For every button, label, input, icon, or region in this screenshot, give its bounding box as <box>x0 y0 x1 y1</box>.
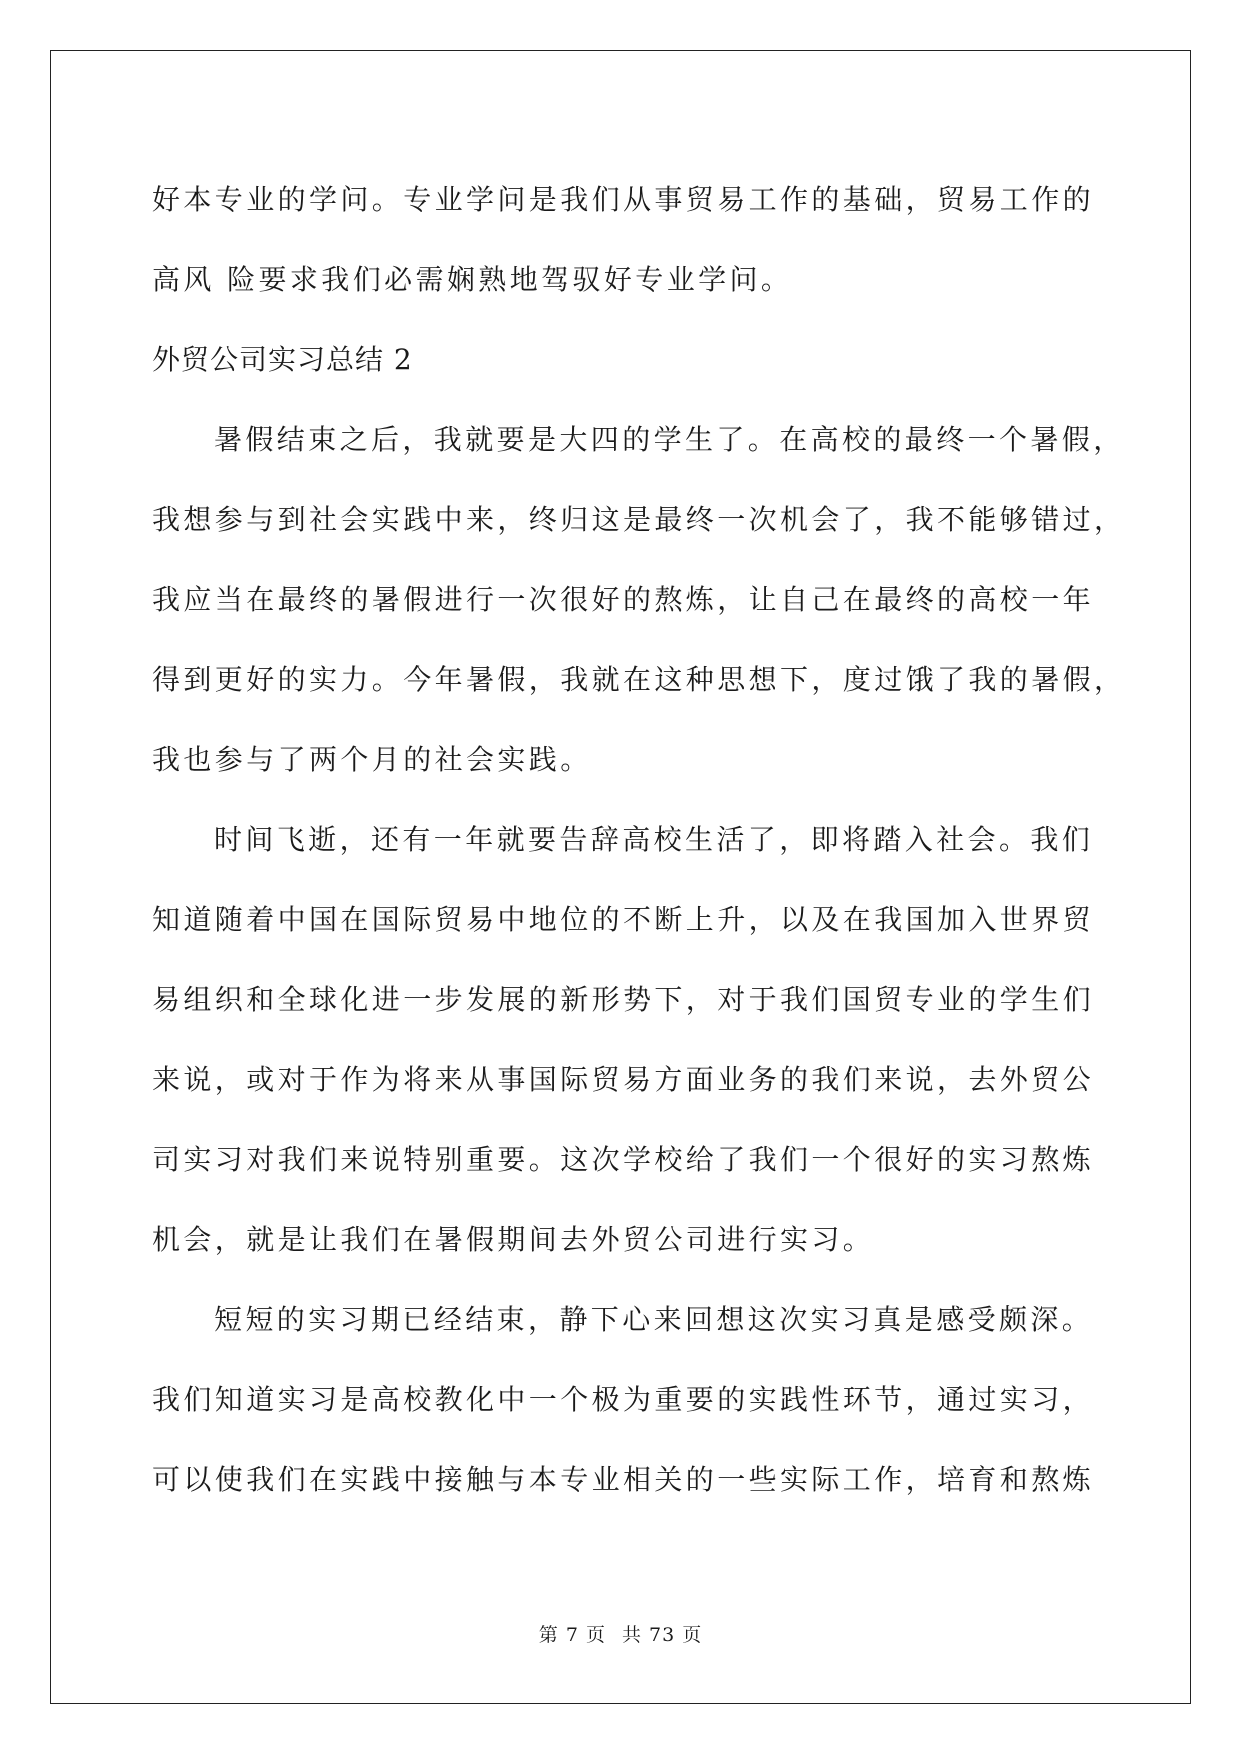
text-line: 暑假结束之后，我就要是大四的学生了。在高校的最终一个暑假， <box>214 423 1125 456</box>
text-line: 时间飞逝，还有一年就要告辞高校生活了，即将踏入社会。我们 <box>214 823 1094 856</box>
section-heading: 外贸公司实习总结 2 <box>152 343 413 376</box>
text-line: 我应当在最终的暑假进行一次很好的熬炼，让自己在最终的高校一年 <box>152 583 1095 616</box>
page-footer <box>0 1623 1241 1647</box>
text-line: 得到更好的实力。今年暑假，我就在这种思想下，度过饿了我的暑假， <box>152 663 1126 696</box>
text-line: 司实习对我们来说特别重要。这次学校给了我们一个很好的实习熬炼 <box>152 1143 1095 1176</box>
text-line: 来说，或对于作为将来从事国际贸易方面业务的我们来说，去外贸公 <box>152 1063 1095 1096</box>
text-line: 好本专业的学问。专业学问是我们从事贸易工作的基础，贸易工作的 <box>152 183 1095 216</box>
page-number: 第 7 页 <box>538 1624 606 1646</box>
text-line: 短短的实习期已经结束，静下心来回想这次实习真是感受颇深。 <box>214 1303 1094 1336</box>
text-line: 知道随着中国在国际贸易中地位的不断上升，以及在我国加入世界贸 <box>152 903 1095 936</box>
page-total: 共 73 页 <box>621 1624 703 1646</box>
text-line: 机会，就是让我们在暑假期间去外贸公司进行实习。 <box>152 1223 875 1256</box>
text-line: 可以使我们在实践中接触与本专业相关的一些实际工作，培育和熬炼 <box>152 1463 1095 1496</box>
text-line: 我也参与了两个月的社会实践。 <box>152 743 592 776</box>
text-line: 易组织和全球化进一步发展的新形势下，对于我们国贸专业的学生们 <box>152 983 1095 1016</box>
document-body <box>152 160 1126 1520</box>
text-line: 我想参与到社会实践中来，终归这是最终一次机会了，我不能够错过， <box>152 503 1126 536</box>
text-line: 高风 险要求我们必需娴熟地驾驭好专业学问。 <box>152 263 793 296</box>
text-line: 我们知道实习是高校教化中一个极为重要的实践性环节，通过实习， <box>152 1383 1095 1416</box>
